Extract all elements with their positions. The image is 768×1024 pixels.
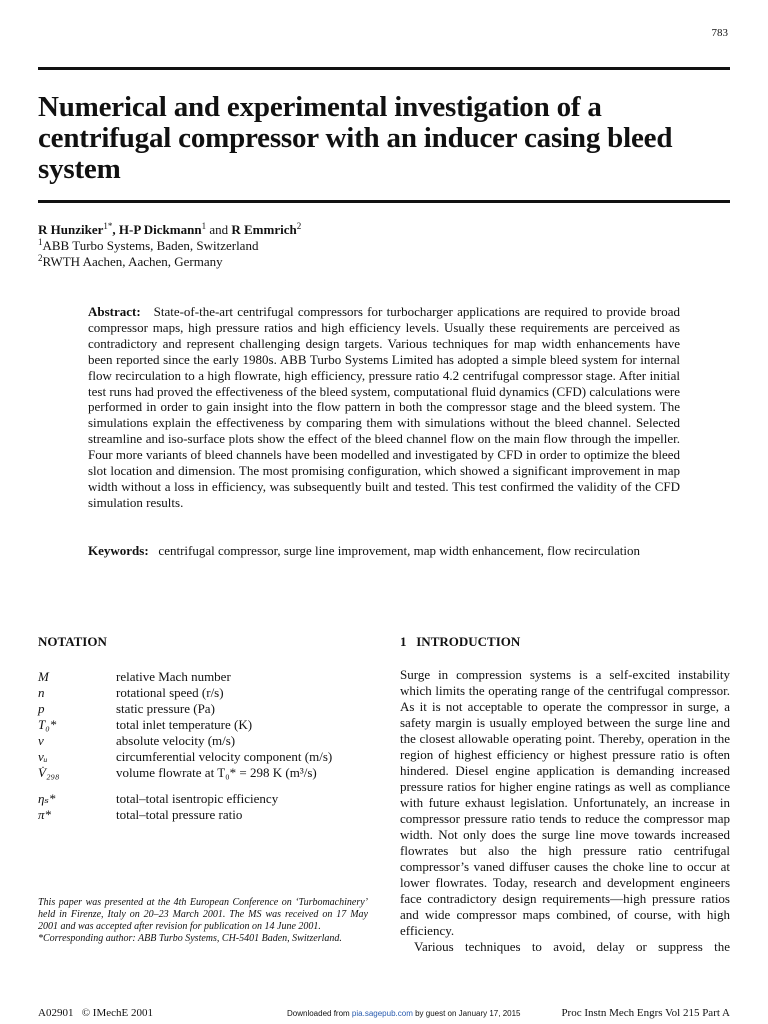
notation-description: circumferential velocity component (m/s)	[116, 749, 333, 764]
affiliation-line	[38, 238, 301, 254]
footnote	[38, 897, 368, 945]
affiliation-text: ABB Turbo Systems, Baden, Switzerland	[42, 238, 259, 253]
page-number: 783	[711, 27, 728, 39]
notation-description: total–total pressure ratio	[116, 807, 243, 822]
abstract	[88, 304, 680, 511]
keywords	[88, 543, 680, 559]
section-number: 1	[400, 634, 407, 649]
author-affiliation-mark: 1	[201, 221, 207, 231]
affiliation-mark: 1	[38, 237, 43, 247]
author-name: R Emmrich	[231, 222, 297, 237]
author-separator: ,	[112, 222, 119, 237]
keywords-text: centrifugal compressor, surge line improvement, map width enhancement, flow recirculation	[158, 543, 640, 558]
affiliation-mark: 2	[38, 253, 43, 263]
notation-description: total–total isentropic efficiency	[116, 791, 279, 806]
notation-symbol: M	[38, 669, 49, 684]
notation-symbol: p	[38, 701, 45, 716]
notation-symbol: V̇₂₉₈	[38, 765, 60, 780]
author-name: H-P Dickmann	[118, 222, 202, 237]
footnote-corresponding-author: *Corresponding author: ABB Turbo Systems, CH-5401 Baden, Switzerland.	[38, 933, 342, 944]
notation-heading: NOTATION	[38, 634, 107, 649]
notation-description: static pressure (Pa)	[116, 701, 215, 716]
notation-description: relative Mach number	[116, 669, 231, 684]
download-notice	[287, 1009, 521, 1018]
title-bottom-rule	[38, 200, 730, 203]
download-link[interactable]: pia.sagepub.com	[351, 1009, 413, 1018]
affiliation-line	[38, 254, 301, 270]
affiliation-text: RWTH Aachen, Aachen, Germany	[42, 254, 223, 269]
author-affiliation-mark: 2	[296, 221, 302, 231]
keywords-label: Keywords:	[88, 543, 149, 558]
notation-symbol: n	[38, 685, 45, 700]
section-title: INTRODUCTION	[416, 634, 521, 649]
notation-symbol: T₀*	[38, 717, 57, 732]
notation-symbol: v	[38, 733, 44, 748]
author-separator: and	[206, 222, 232, 237]
footer-left: A02901 © IMechE 2001	[38, 1007, 153, 1019]
author-block	[38, 222, 301, 270]
download-suffix: by guest on January 17, 2015	[412, 1009, 521, 1018]
notation-symbol: ηₛ*	[38, 791, 56, 806]
download-prefix: Downloaded from	[287, 1009, 352, 1018]
title-top-rule	[38, 67, 730, 70]
footnote-received: This paper was presented at the 4th European Conference on ‘Turbomachinery’ held in Firenze, Italy on 20–23 March 2001. The MS was received on 17 May 2001 and was accepted after revision for publication on 14 June 2001.	[38, 897, 368, 932]
author-affiliation-mark: 1*	[103, 221, 113, 231]
footer-right: Proc Instn Mech Engrs Vol 215 Part A	[561, 1007, 730, 1019]
author-line	[38, 222, 301, 238]
abstract-label: Abstract:	[88, 304, 141, 319]
notation-description: rotational speed (r/s)	[116, 685, 224, 700]
notation-description: total inlet temperature (K)	[116, 717, 253, 732]
notation-symbol: π*	[38, 807, 52, 822]
paper-title: Numerical and experimental investigation of a centrifugal compressor with an inducer casing bleed system	[38, 91, 673, 185]
notation-symbol: vᵤ	[38, 749, 48, 764]
introduction-heading	[400, 634, 520, 650]
abstract-text: State-of-the-art centrifugal compressors for turbocharger applications are required to provide broad compressor maps, high pressure ratios and high efficiency levels. Usually these requirements are perceived as contradictory and represent challenging design targets. Various techniques for map width enhancements have been reported since the early 1980s. ABB Turbo Systems Limited has adopted a simple bleed system for internal flow recirculation to a high flowrate, high efficiency, pressure ratio 4.2 centrifugal compressor stage. After initial test runs had proved the effectiveness of the bleed system, computational fluid dynamics (CFD) calculations were performed in order to gain insight into the flow pattern in both the compressor stage and the bleed system. The simulations explain the effectiveness by comparing them with simulations without the bleed channel. Selected streamline and iso-surface plots show the effect of the bleed channel flow on the main flow through the impeller. Four more variants of bleed channels have been modelled and investigated by CFD in order to optimize the bleed slot location and dimension. The most promising configuration, which showed a significant improvement in map width without a loss in efficiency, was subsequently built and tested. This test confirmed the validity of the CFD simulation results.	[88, 304, 680, 510]
notation-description: absolute velocity (m/s)	[116, 733, 236, 748]
introduction-paragraph: Surge in compression systems is a self-excited instability which limits the operating range of the centrifugal compressor. As it is not acceptable to operate the compressor in surge, a safety margin is usually employed between the surge line and the closest allowable operating point. Thereby, operation in the region of highest efficiency or highest pressure ratio is often hindered. Diesel engine application is demanding increased pressure ratios for higher engine ratings as well as compliance with future exhaust legislation. Unfortunately, an increase in compressor pressure ratio tends to reduce the compressor map width. Not only does the surge line move towards increased flowrates but also the high pressure ratio centrifugal compressor’s vaned diffuser causes the choke line to occur at lower flowrates. Today, research and development engineers face contradictory design requirements—high pressure ratios and wide compressor maps combined, of course, with high efficiency.	[400, 667, 730, 938]
introduction-body	[400, 667, 730, 955]
author-name: R Hunziker	[38, 222, 104, 237]
introduction-paragraph: Various techniques to avoid, delay or suppress the	[414, 939, 730, 954]
notation-description: volume flowrate at T₀* = 298 K (m³/s)	[116, 765, 317, 780]
